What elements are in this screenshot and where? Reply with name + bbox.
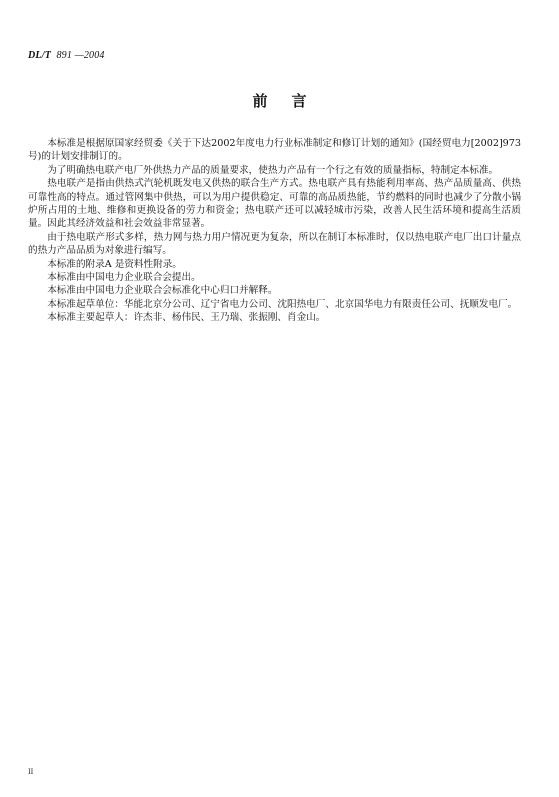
- standard-code-prefix: DL/T: [28, 50, 52, 61]
- paragraph-drafters: 本标准主要起草人：许杰非、杨伟民、王乃瑞、张振刚、肖金山。: [47, 312, 326, 324]
- paragraph-interpreter: 本标准由中国电力企业联合会标准化中心归口并解释。: [47, 285, 278, 297]
- page-number: II: [28, 767, 34, 776]
- standard-code: [28, 50, 105, 61]
- paragraph-basis: 本标准是根据原国家经贸委《关于下达2002年度电力行业标准制定和修订计划的通知》(国经贸电力[2002]973号)的计划安排制订的。: [28, 138, 521, 163]
- paragraph-appendix: 本标准的附录A 是资料性附录。: [47, 258, 182, 270]
- paragraph-purpose: 为了明确热电联产电厂外供热力产品的质量要求，使热力产品有一个行之有效的质量指标，特制定本标准。: [47, 164, 499, 176]
- paragraph-scope: 由于热电联产形式多样，热力网与热力用户情况更为复杂，所以在制订本标准时，仅以热电联产电厂出口计量点的热力产品品质为对象进行编写。: [28, 231, 521, 257]
- page-title: 前言: [252, 92, 331, 110]
- preface-body: [28, 137, 521, 325]
- standard-code-number: 891 —2004: [56, 50, 105, 61]
- paragraph-definition: 热电联产是指由供热式汽轮机既发电又供热的联合生产方式。热电联产具有热能利用率高、热产品质量高、供热可靠性高的特点。通过管网集中供热，可以为用户提供稳定、可靠的高品质热能，节约燃料的同时也减少了分散小锅炉所占用的土地、维修和更换设备的劳力和资金；热电联产还可以减轻城市污染，改善人民生活环境和提高生活质量。因此其经济效益和社会效益非常显著。: [28, 178, 521, 230]
- paragraph-drafting-units: 本标准起草单位：华能北京分公司、辽宁省电力公司、沈阳热电厂、北京国华电力有限责任公司、抚顺发电厂。: [47, 298, 518, 310]
- paragraph-proposer: 本标准由中国电力企业联合会提出。: [47, 272, 201, 284]
